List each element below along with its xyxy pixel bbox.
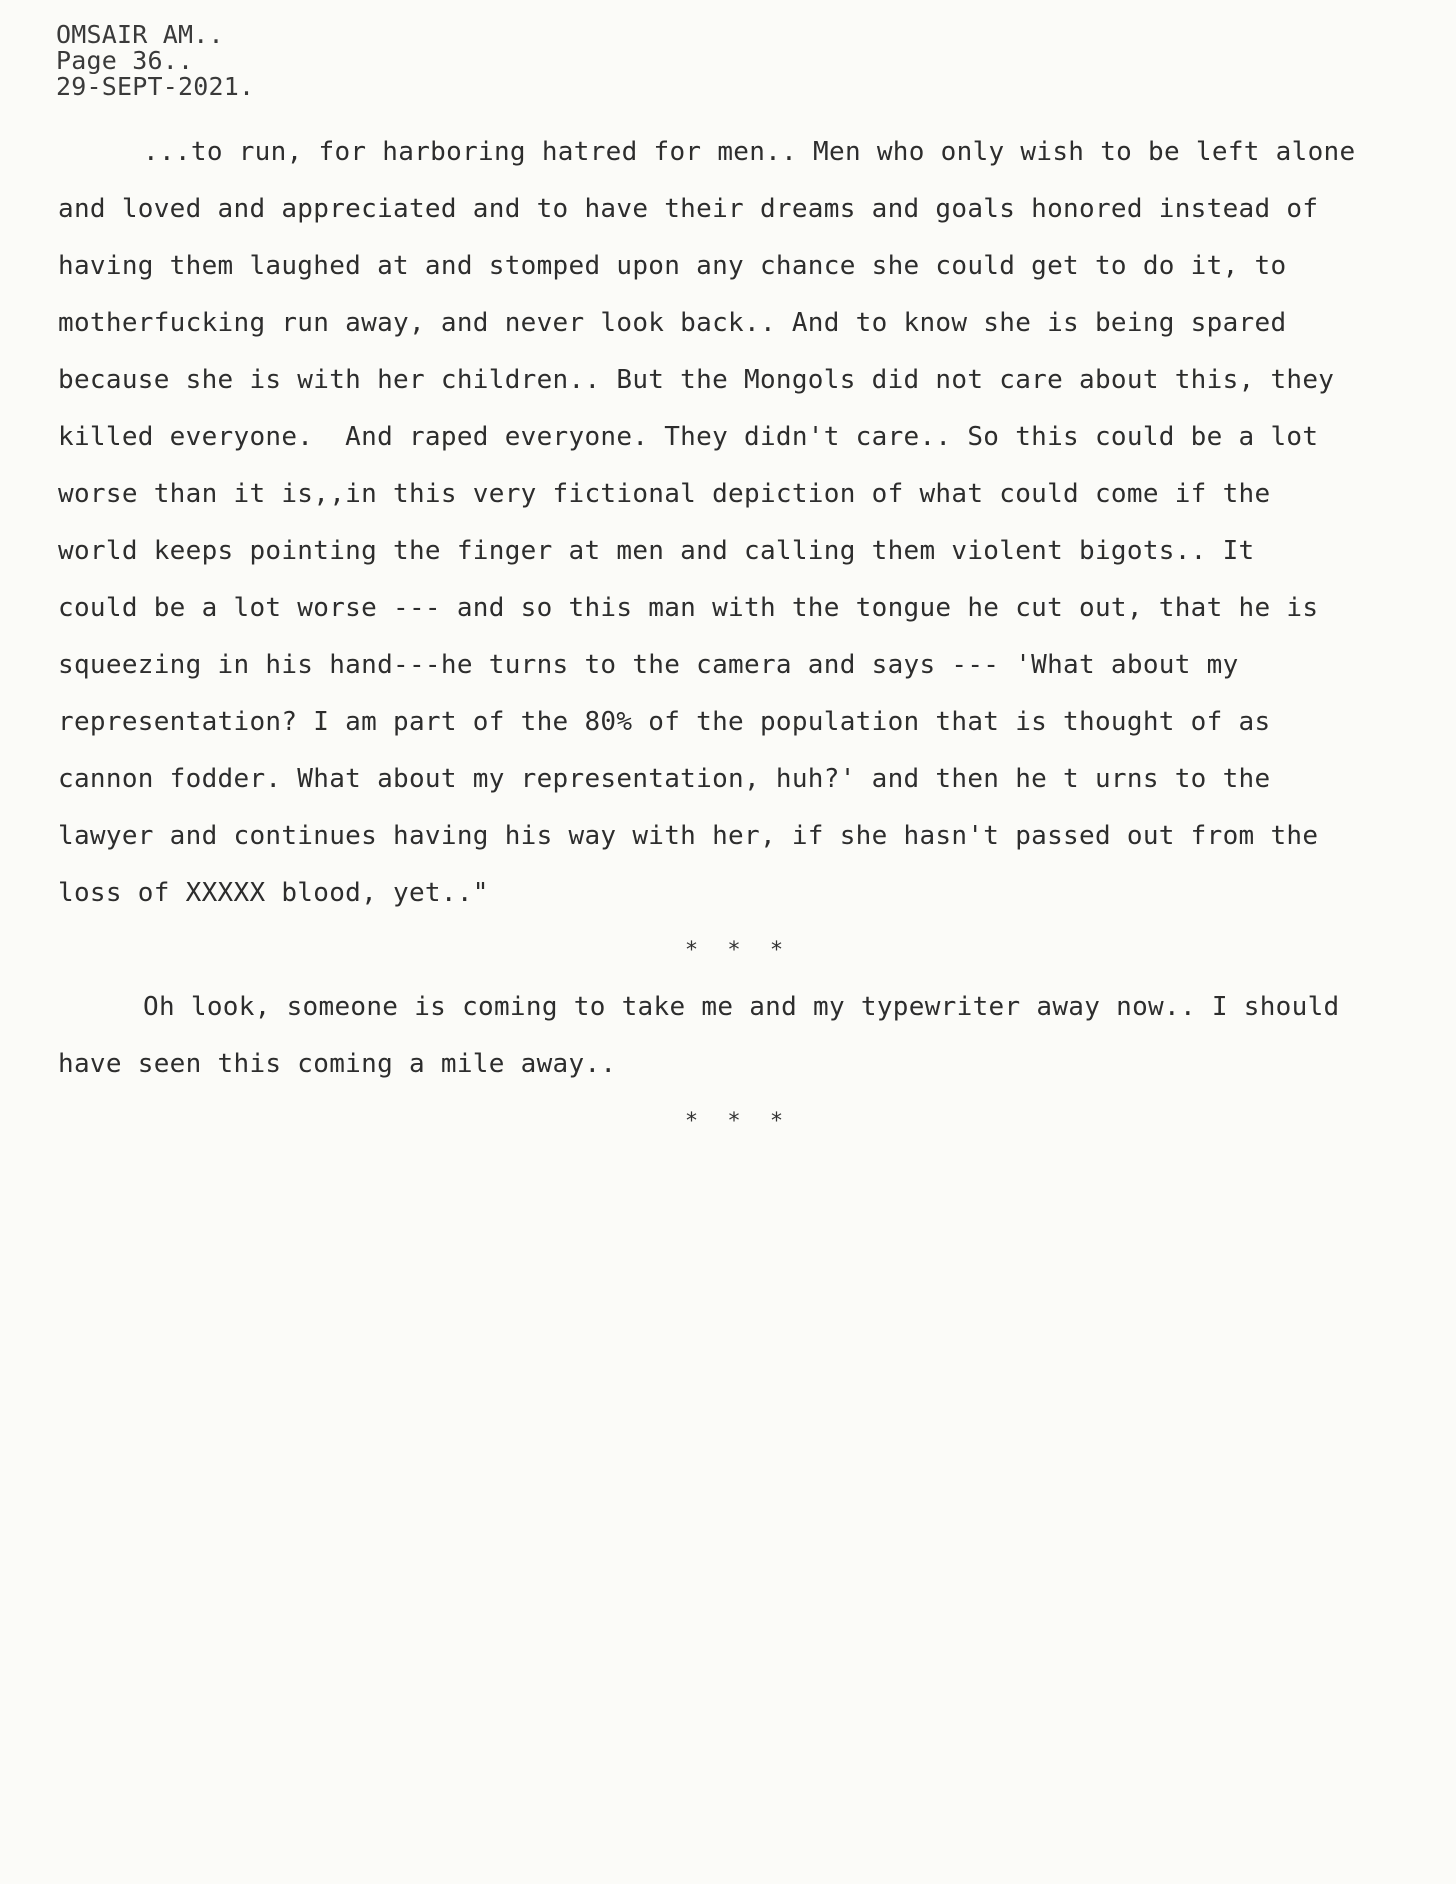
page-number: Page 36..: [56, 46, 194, 75]
date-line: 29-SEPT-2021.: [56, 72, 255, 101]
section-separator: * * *: [684, 938, 792, 963]
paragraph-1-line: ...to run, for harboring hatred for men.. Men who only wish to be left alone: [143, 137, 1356, 167]
author-line: OMSAIR AM..: [56, 20, 224, 49]
paragraph-1-line: lawyer and continues having his way with her, if she hasn't passed out from the: [58, 821, 1319, 851]
paragraph-1-line: world keeps pointing the finger at men and calling them violent bigots.. It: [58, 536, 1255, 566]
paragraph-2-line: have seen this coming a mile away..: [58, 1049, 617, 1079]
paragraph-1-line: could be a lot worse --- and so this man with the tongue he cut out, that he is: [58, 593, 1319, 623]
section-separator: * * *: [684, 1109, 792, 1134]
paragraph-1-line: having them laughed at and stomped upon any chance she could get to do it, to: [58, 251, 1287, 281]
paragraph-1-line: cannon fodder. What about my representation, huh?' and then he t urns to the: [58, 764, 1271, 794]
paragraph-1-line: worse than it is,,in this very fictional depiction of what could come if the: [58, 479, 1271, 509]
body-text: [58, 124, 1418, 1150]
paragraph-1-line: loss of XXXXX blood, yet..": [58, 878, 489, 908]
paragraph-2-line: Oh look, someone is coming to take me and my typewriter away now.. I should: [143, 992, 1340, 1022]
paragraph-1-line: because she is with her children.. But the Mongols did not care about this, they: [58, 365, 1335, 395]
paragraph-1-line: killed everyone. And raped everyone. They didn't care.. So this could be a lot: [58, 422, 1319, 452]
paragraph-1-line: squeezing in his hand---he turns to the camera and says --- 'What about my: [58, 650, 1239, 680]
paragraph-1-line: and loved and appreciated and to have their dreams and goals honored instead of: [58, 194, 1319, 224]
paragraph-1-line: motherfucking run away, and never look back.. And to know she is being spared: [58, 308, 1287, 338]
page-header: [56, 22, 254, 100]
paragraph-1-line: representation? I am part of the 80% of the population that is thought of as: [58, 707, 1271, 737]
